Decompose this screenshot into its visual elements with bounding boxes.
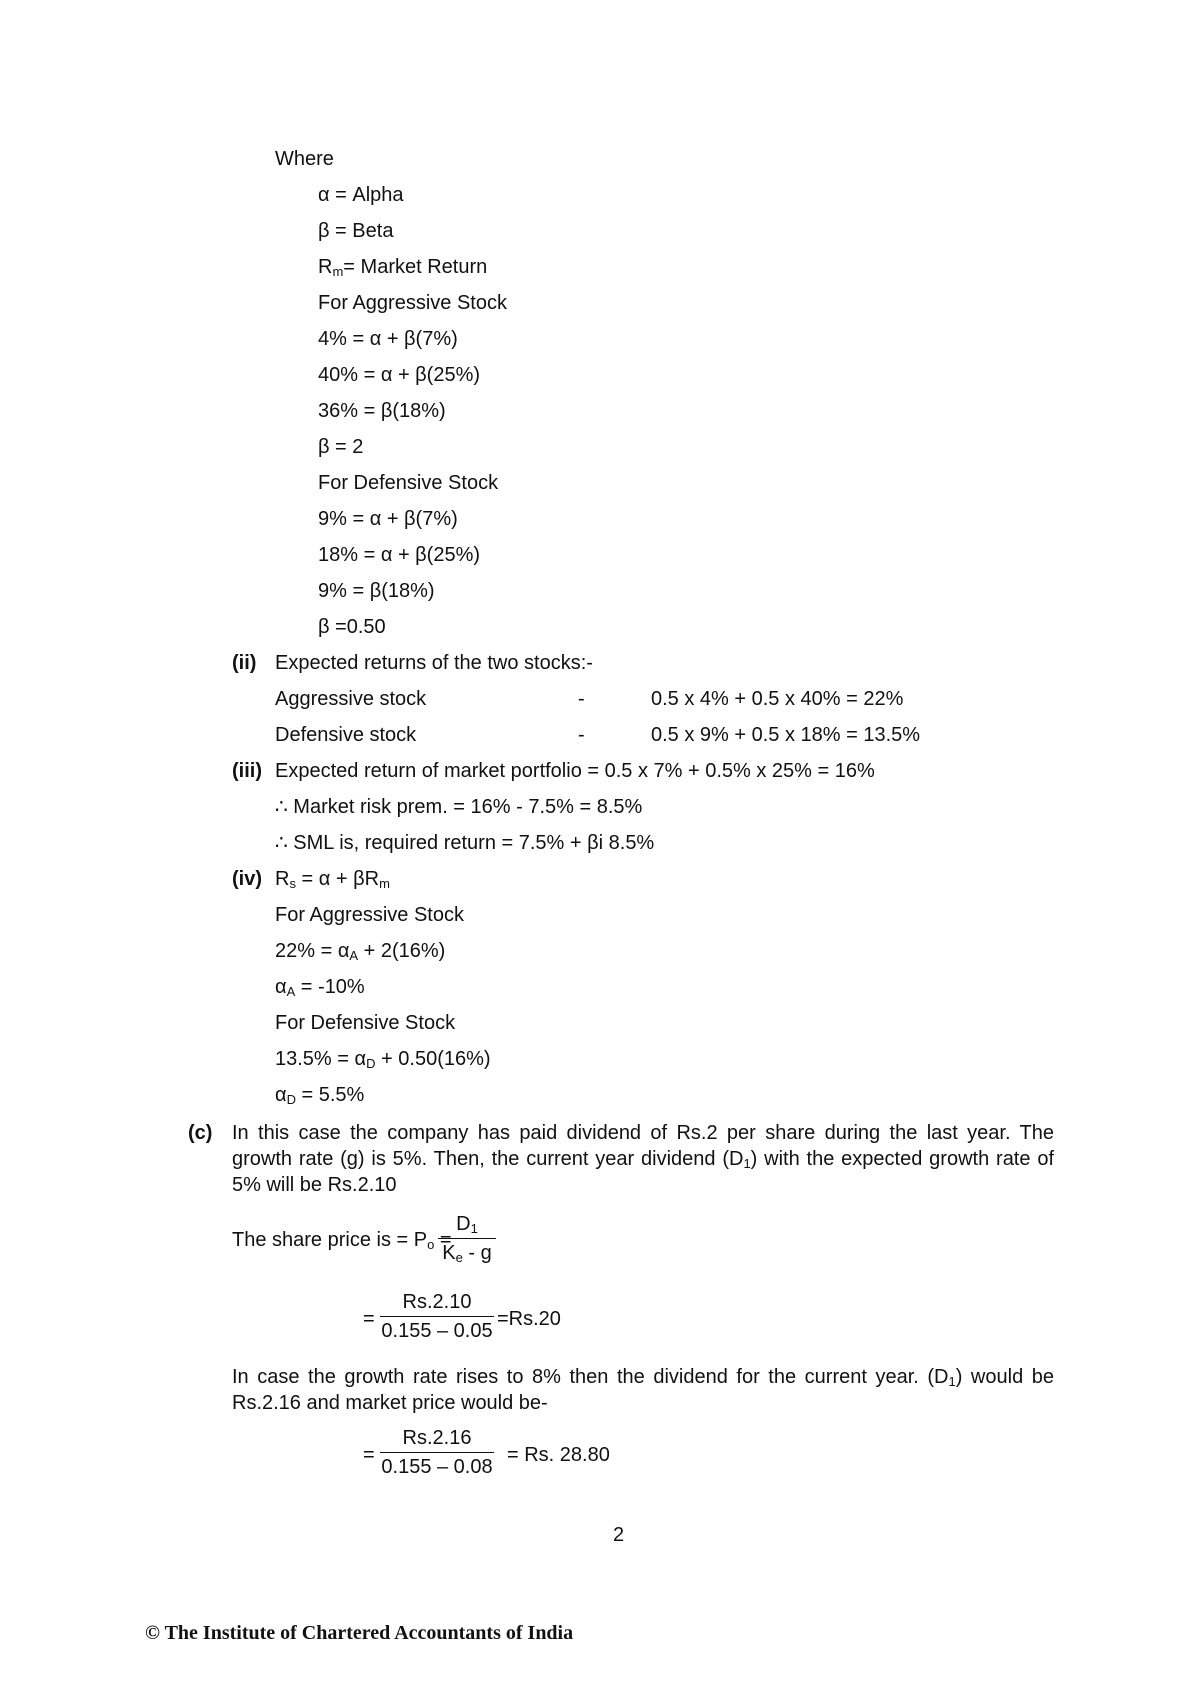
fraction-numerator: Rs.2.10 [380,1288,494,1317]
fraction-denominator: 0.155 – 0.08 [381,1456,493,1478]
para1-sub: 1 [743,1156,751,1171]
def-eq-pre: 13.5% = α [275,1048,367,1070]
para1-a: In this case the company has paid dividend of Rs.2 per share during the last year. The growth rate (g) is 5%. Then, the current year dividend (D [232,1122,1054,1170]
fraction-denominator [438,1239,496,1267]
defensive-stock-dash: - [578,724,585,746]
equals-sign-1: = [363,1308,375,1330]
agg-res-pre: α [275,976,287,998]
part-iv-agg-heading: For Aggressive Stock [275,904,464,926]
rm-def-sub: m [332,264,344,279]
para2-b: ) would be Rs.2.16 and market price would be- [232,1366,1054,1414]
defensive-stock-calc: 0.5 x 9% + 0.5 x 18% = 13.5% [651,724,921,746]
sml-line: ∴ SML is, required return = 7.5% + βi 8.5% [275,832,655,854]
page-number: 2 [612,1524,625,1546]
result-rs2880: = Rs. 28.80 [507,1444,610,1466]
agg-eq-post: + 2(16%) [358,940,446,962]
price-label-b: = [434,1229,452,1251]
defensive-eq-1: 9% = α + β(7%) [318,508,458,530]
beta-def: β = Beta [318,220,394,242]
aggressive-eq-1: 4% = α + β(7%) [318,328,458,350]
f1-den-sub: e [455,1250,463,1265]
f1-num-sub: 1 [470,1221,478,1236]
fraction-rs210 [380,1288,494,1345]
defensive-eq-4: β =0.50 [318,616,386,638]
part-iv-label: (iv) [232,868,262,890]
def-eq-sub: D [366,1056,376,1071]
part-iii-text: Expected return of market portfolio = 0.5 x 7% + 0.5% x 25% = 16% [275,760,875,782]
defensive-stock-name: Defensive stock [275,724,417,746]
defensive-heading: For Defensive Stock [318,472,499,494]
fraction-numerator [438,1210,496,1239]
footer-copyright: © The Institute of Chartered Accountants of India [145,1622,574,1644]
fraction-denominator: 0.155 – 0.05 [381,1320,493,1342]
fraction-rs216 [380,1424,494,1481]
aggressive-heading: For Aggressive Stock [318,292,507,314]
def-res-pre: α [275,1084,287,1106]
para2-sub: 1 [948,1374,956,1389]
part-iv-def-heading: For Defensive Stock [275,1012,456,1034]
part-ii-label: (ii) [232,652,257,674]
part-iii-label: (iii) [232,760,262,782]
f1-den-post: - g [462,1242,492,1264]
part-c-paragraph-2 [232,1364,1054,1416]
def-res-sub: D [286,1092,296,1107]
market-risk-premium: ∴ Market risk prem. = 16% - 7.5% = 8.5% [275,796,643,818]
agg-res-sub: A [286,984,296,999]
formula-r: R [275,868,290,890]
aggressive-eq-3: 36% = β(18%) [318,400,446,422]
aggressive-eq-4: β = 2 [318,436,364,458]
aggressive-stock-dash: - [578,688,585,710]
agg-res-post: = -10% [295,976,365,998]
def-eq-post: + 0.50(16%) [375,1048,491,1070]
part-iv-agg-eq [275,939,445,963]
aggressive-stock-name: Aggressive stock [275,688,427,710]
formula-r-sub: s [289,876,296,891]
defensive-eq-3: 9% = β(18%) [318,580,435,602]
rm-def-post: = Market Return [343,256,488,278]
def-res-post: = 5.5% [295,1084,365,1106]
defensive-eq-2: 18% = α + β(25%) [318,544,481,566]
f1-den-pre: K [442,1242,456,1264]
para2-a: In case the growth rate rises to 8% then the dividend for the current year. (D [232,1366,949,1388]
formula-mid: = α + βR [295,868,380,890]
agg-eq-pre: 22% = α [275,940,350,962]
formula-m-sub: m [379,876,390,891]
where-label: Where [275,148,334,170]
part-iv-def-res [275,1083,364,1107]
result-rs20: =Rs.20 [497,1308,561,1330]
alpha-def: α = Alpha [318,184,404,206]
fraction-d1-over-ke-g [438,1210,496,1267]
price-label-sub: o [427,1237,435,1252]
agg-eq-sub: A [349,948,359,963]
aggressive-eq-2: 40% = α + β(25%) [318,364,481,386]
f1-num-pre: D [456,1213,471,1235]
share-price-label [232,1228,452,1252]
rm-def [318,255,487,279]
part-iv-formula [275,867,390,891]
fraction-numerator: Rs.2.16 [380,1424,494,1453]
equals-sign-2: = [363,1444,375,1466]
part-c-paragraph-1 [232,1120,1054,1198]
part-c-label: (c) [188,1122,213,1144]
price-label-a: The share price is = P [232,1229,428,1251]
para1-b: ) with the expected growth rate of 5% will be Rs.2.10 [232,1148,1054,1196]
part-ii-text: Expected returns of the two stocks:- [275,652,593,674]
aggressive-stock-calc: 0.5 x 4% + 0.5 x 40% = 22% [651,688,904,710]
rm-def-pre: R [318,256,333,278]
part-iv-agg-res [275,975,365,999]
part-iv-def-eq [275,1047,491,1071]
